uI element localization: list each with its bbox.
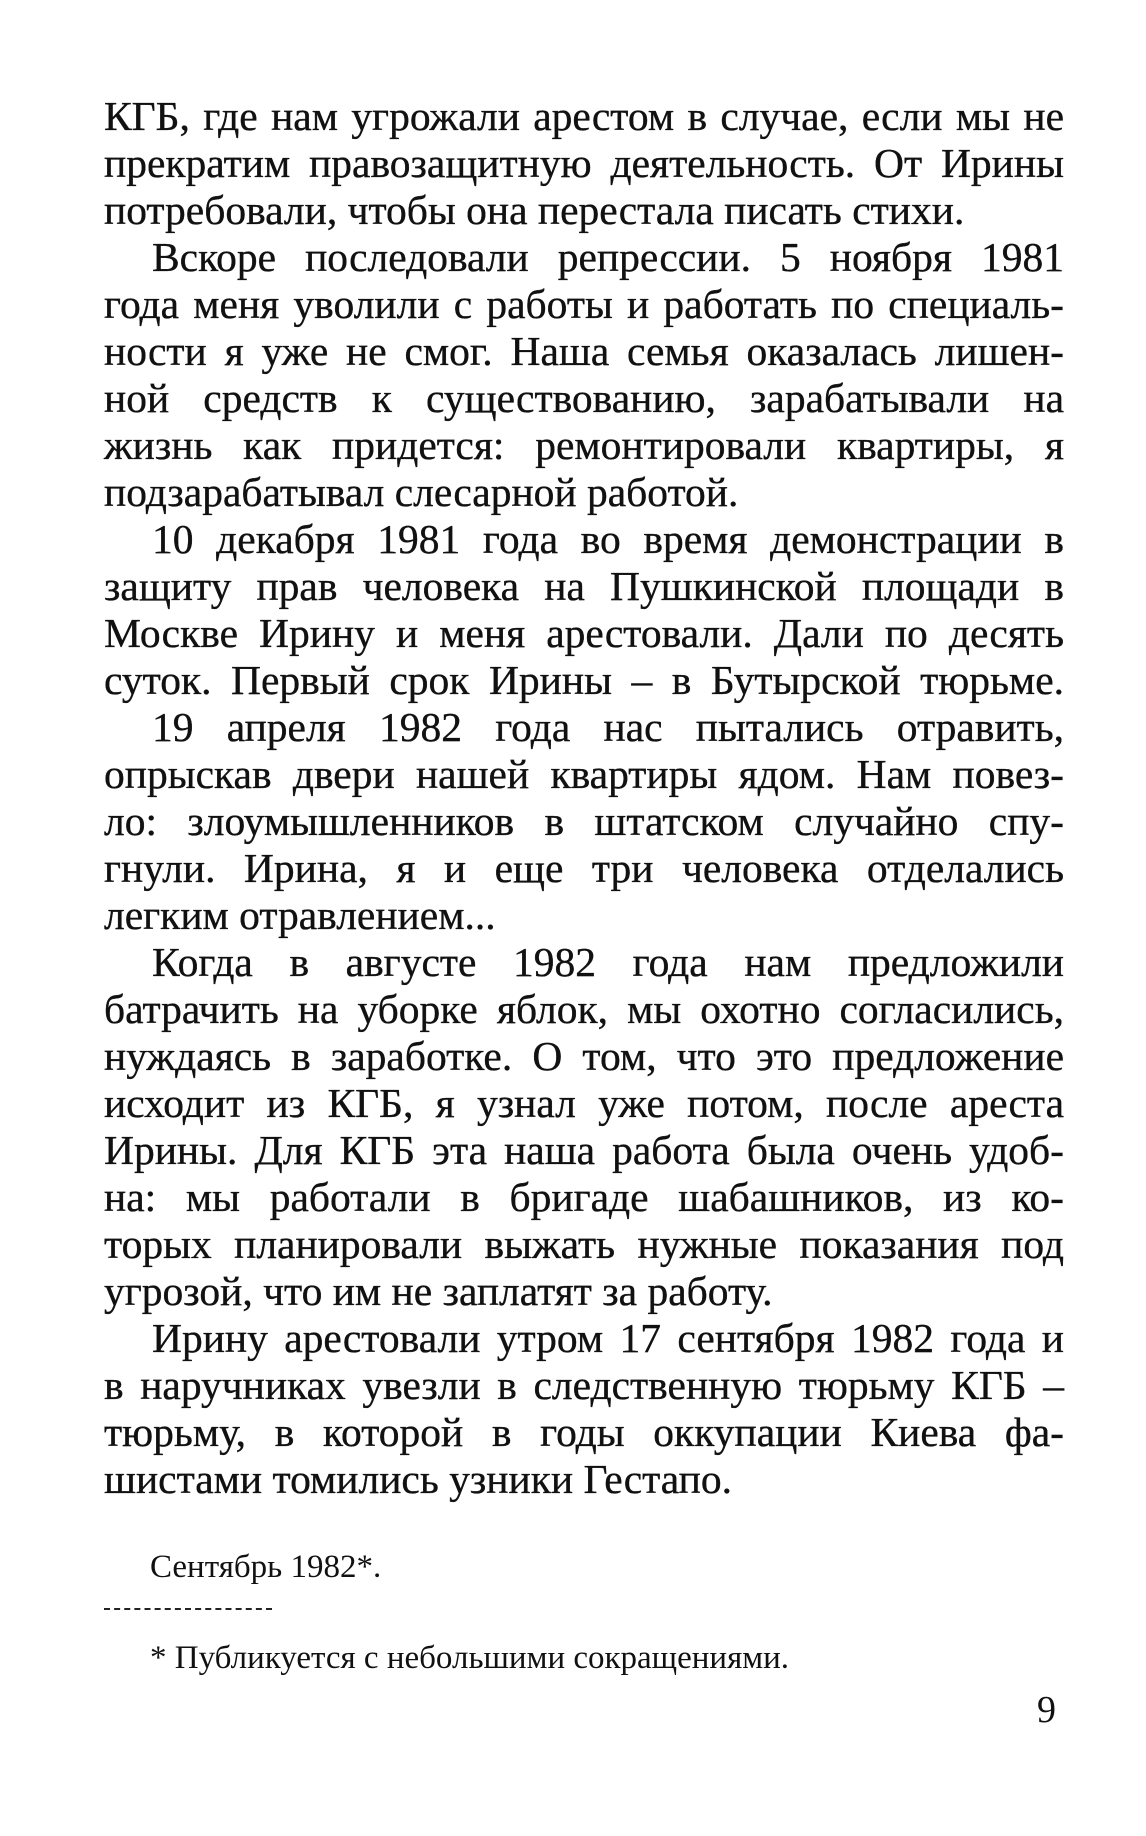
text-line: жизнь как придется: ремонтировали квартиры, я [104,422,1064,468]
text-line: гнули. Ирина, я и еще три человека отделались [104,845,1064,891]
text-line: нуждаясь в заработке. О том, что это предложение [104,1033,1064,1079]
text-line: ности я уже не смог. Наша семья оказалась лишен- [104,328,1064,374]
text-line: защиту прав человека на Пушкинской площади в [104,563,1064,609]
text-line: Москве Ирину и меня арестовали. Дали по десять [104,610,1064,656]
text-line: легким отравлением... [104,892,496,938]
paragraph-start-line: Вскоре последовали репрессии. 5 ноября 1981 [152,234,1064,280]
text-line: ло: злоумышленников в штатском случайно спу- [104,798,1064,844]
paragraph-start-line: Ирину арестовали утром 17 сентября 1982 года и [152,1315,1064,1361]
page-number: 9 [1037,1689,1056,1731]
text-line: опрыскав двери нашей квартиры ядом. Нам повез- [104,751,1064,797]
text-line: угрозой, что им не заплатят за работу. [104,1268,773,1314]
text-line: года меня уволили с работы и работать по специаль- [104,281,1064,327]
text-line: суток. Первый срок Ирины – в Бутырской тюрьме. [104,657,1064,703]
text-line: тюрьму, в которой в годы оккупации Киева фа- [104,1409,1064,1455]
text-line: в наручниках увезли в следственную тюрьму КГБ – [104,1362,1064,1408]
text-line: исходит из КГБ, я узнал уже потом, после ареста [104,1080,1064,1126]
text-line: подзарабатывал слесарной работой. [104,469,739,515]
text-line: потребовали, чтобы она перестала писать стихи. [104,187,965,233]
footnote: * Публикуется с небольшими сокращениями. [150,1640,790,1676]
text-line: батрачить на уборке яблок, мы охотно согласились, [104,986,1064,1032]
footnote-divider [104,1608,272,1610]
text-line: торых планировали выжать нужные показания под [104,1221,1064,1267]
text-line: шистами томились узники Гестапо. [104,1456,733,1502]
text-line: ной средств к существованию, зарабатывали на [104,375,1064,421]
paragraph-start-line: 19 апреля 1982 года нас пытались отравить, [152,704,1064,750]
text-line: на: мы работали в бригаде шабашников, из ко- [104,1174,1064,1220]
text-line: КГБ, где нам угрожали арестом в случае, если мы не [104,93,1064,139]
text-line: прекратим правозащитную деятельность. От Ирины [104,140,1064,186]
paragraph-start-line: 10 декабря 1981 года во время демонстрации в [152,516,1064,562]
paragraph-start-line: Когда в августе 1982 года нам предложили [152,939,1064,985]
text-line: Ирины. Для КГБ эта наша работа была очень удоб- [104,1127,1064,1173]
dateline: Сентябрь 1982*. [150,1549,382,1585]
